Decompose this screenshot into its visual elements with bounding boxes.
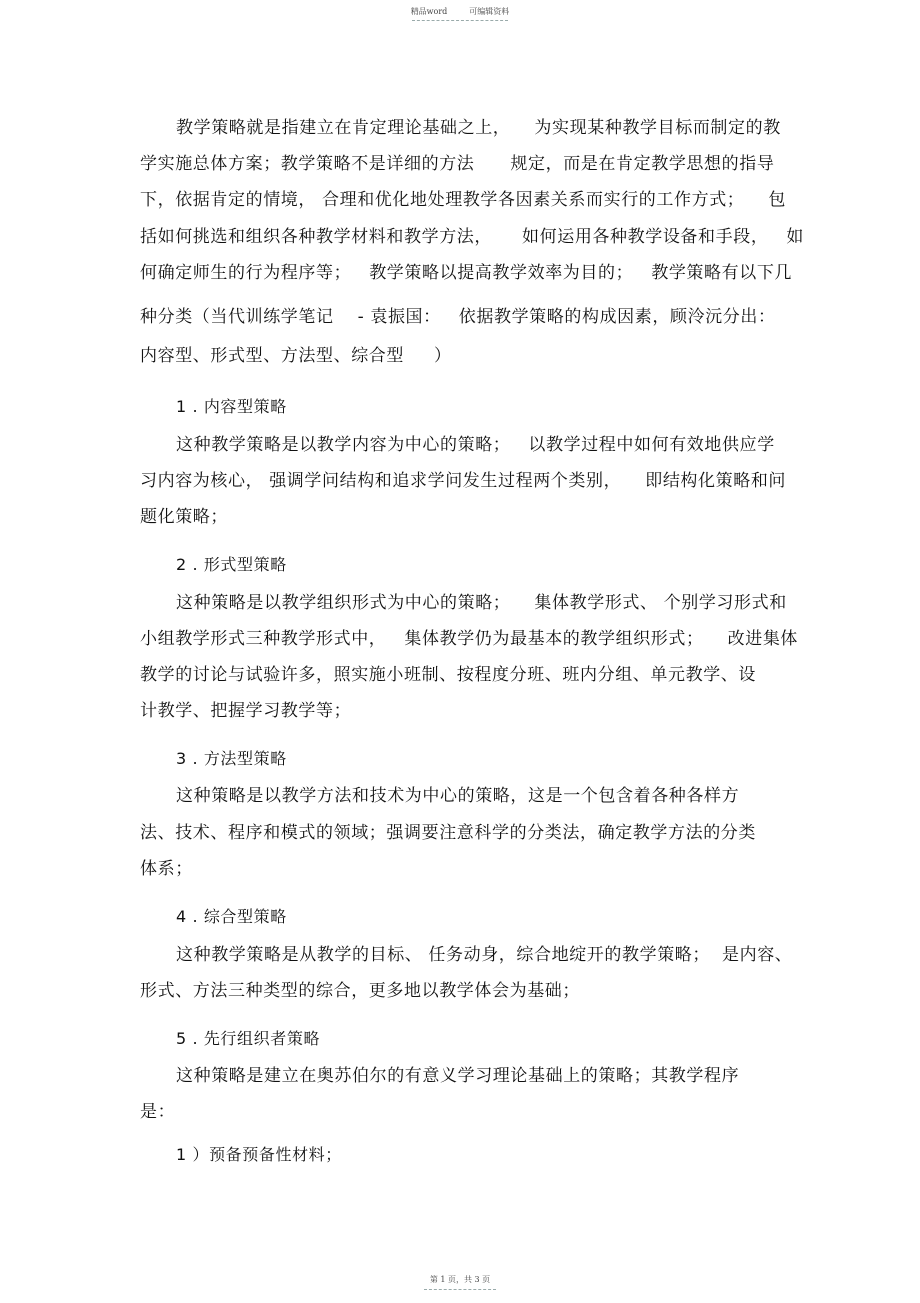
header-left-text: 精品word: [410, 7, 448, 16]
footer-divider: [424, 1289, 496, 1290]
intro-line: 何确定师生的行为程序等； 教学策略以提高教学效率为目的； 教学策略有以下几: [140, 263, 793, 283]
step-item: 1 ）预备预备性材料；: [176, 1145, 342, 1164]
intro-line: 下，依据肯定的情境， 合理和优化地处理教学各因素关系而实行的工作方式； 包: [140, 190, 787, 210]
section-line: 计教学、把握学习教学等；: [140, 701, 352, 721]
header-right-text: 可编辑资料: [469, 7, 510, 16]
intro-line: 括如何挑选和组织各种教学材料和教学方法， 如何运用各种教学设备和手段， 如: [140, 227, 805, 247]
section-heading: 1 . 内容型策略: [176, 397, 287, 416]
section-line: 是：: [140, 1102, 176, 1122]
section-line: 这种策略是建立在奥苏伯尔的有意义学习理论基础上的策略；其教学程序: [176, 1066, 740, 1086]
section-line: 这种策略是以教学组织形式为中心的策略； 集体教学形式、 个别学习形式和: [176, 593, 787, 613]
section-heading: 5 . 先行组织者策略: [176, 1029, 321, 1048]
section-heading: 4 . 综合型策略: [176, 907, 287, 926]
section-line: 教学的讨论与试验许多，照实施小班制、按程度分班、班内分组、单元教学、设: [140, 665, 756, 685]
intro-line: 内容型、形式型、方法型、综合型 ）: [140, 346, 452, 366]
section-line: 体系；: [140, 859, 193, 879]
section-line: 习内容为核心， 强调学问结构和追求学问发生过程两个类别， 即结构化策略和问: [140, 471, 787, 491]
page-number-label: 第 1 页，共 3 页: [429, 1275, 491, 1284]
intro-line: 教学策略就是指建立在肯定理论基础之上， 为实现某种教学目标而制定的教: [176, 118, 781, 138]
section-heading: 3 . 方法型策略: [176, 749, 287, 768]
section-heading: 2 . 形式型策略: [176, 555, 287, 574]
intro-line: 种分类（当代训练学笔记 - 袁振国： 依据教学策略的构成因素，顾泠沅分出：: [140, 307, 776, 327]
section-line: 这种教学策略是从教学的目标、 任务动身，综合地绽开的教学策略； 是内容、: [176, 945, 793, 965]
section-line: 形式、方法三种类型的综合，更多地以教学体会为基础；: [140, 981, 580, 1001]
page-footer: [0, 1274, 920, 1285]
section-line: 这种教学策略是以教学内容为中心的策略； 以教学过程中如何有效地供应学: [176, 435, 775, 455]
section-line: 小组教学形式三种教学形式中， 集体教学仍为最基本的教学组织形式； 改进集体: [140, 629, 799, 649]
intro-line: 学实施总体方案；教学策略不是详细的方法 规定，而是在肯定教学思想的指导: [140, 154, 775, 174]
section-line: 法、技术、程序和模式的领域；强调要注意科学的分类法，确定教学方法的分类: [140, 823, 756, 843]
section-line: 题化策略；: [140, 507, 228, 527]
section-line: 这种策略是以教学方法和技术为中心的策略，这是一个包含着各种各样方: [176, 786, 740, 806]
